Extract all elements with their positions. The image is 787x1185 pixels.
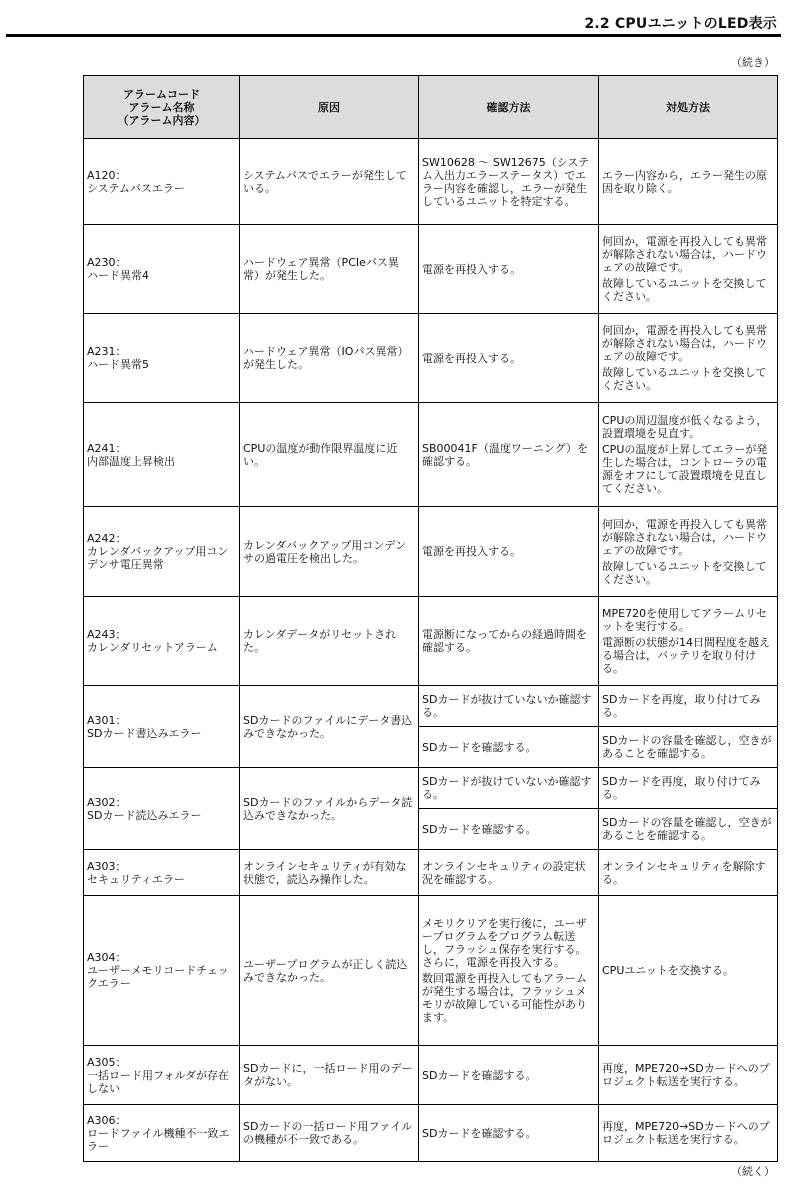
alarm-code-cell (84, 507, 240, 597)
alarm-code-cell (84, 1046, 240, 1105)
action-text: 再度，MPE720→SDカードへのプロジェクト転送を実行する。 (602, 1062, 770, 1088)
continued-note-bottom: （続く） (731, 1165, 775, 1178)
header-action: 対処方法 (599, 76, 778, 139)
alarm-name: ハード異常4 (87, 269, 149, 282)
table-row (84, 403, 778, 507)
action-text: CPUユニットを交換する。 (602, 964, 734, 977)
check-text: オンラインセキュリティの設定状況を確認する。 (422, 859, 586, 886)
table-row (84, 139, 778, 225)
cause-cell: カレンダバックアップ用コンデンサの過電圧を検出した。 (240, 507, 419, 597)
table-row (84, 686, 778, 727)
page-header (0, 0, 787, 38)
action-text: 再度，MPE720→SDカードへのプロジェクト転送を実行する。 (602, 1120, 770, 1146)
check-cell (419, 225, 599, 314)
section-title: 2.2 CPUユニットのLED表示 (584, 16, 777, 32)
alarm-name: カレンダリセットアラーム (87, 641, 218, 654)
alarm-code-cell (84, 225, 240, 314)
alarm-code: A242： (87, 532, 127, 545)
check-cell (419, 507, 599, 597)
cause-cell: SDカードに，一括ロード用のデータがない。 (240, 1046, 419, 1105)
alarm-code-cell (84, 314, 240, 403)
action-cell (599, 314, 778, 403)
table-row (84, 507, 778, 597)
action-text: MPE720を使用してアラームリセットを実行する。 (602, 607, 767, 633)
action-text: 故障しているユニットを交換してください。 (602, 277, 767, 303)
alarm-code: A230： (87, 256, 127, 269)
alarm-name: システムバスエラー (87, 181, 185, 195)
alarm-code: A243： (87, 628, 127, 641)
action-cell: SDカードを再度，取り付けてみる。 (599, 768, 778, 809)
alarm-table (83, 75, 778, 1162)
header-line: アラームコード (123, 87, 200, 101)
action-cell (599, 403, 778, 507)
cause-cell: システムバスでエラーが発生している。 (240, 139, 419, 225)
action-cell (599, 139, 778, 225)
table-header-row (84, 76, 778, 139)
check-cell (419, 1046, 599, 1105)
header-line: アラーム名称 (128, 100, 195, 114)
alarm-code: A120： (87, 168, 127, 182)
action-cell (599, 225, 778, 314)
check-cell: SDカードを確認する。 (419, 727, 599, 768)
alarm-name: カレンダバックアップ用コンデンサ電圧異常 (87, 545, 229, 571)
cause-cell: ユーザープログラムが正しく読込みできなかった。 (240, 896, 419, 1046)
header-check: 確認方法 (419, 76, 599, 139)
table-row (84, 850, 778, 896)
alarm-code: A305： (87, 1055, 127, 1069)
check-text: 数回電源を再投入してもアラームが発生する場合は，フラッシュメモリが故障している可能性があります。 (422, 972, 587, 1024)
check-cell (419, 139, 599, 225)
cause-cell: SDカードのファイルからデータ読込みできなかった。 (240, 768, 419, 850)
action-text: CPUの周辺温度が低くなるよう，設置環境を見直す。 (602, 414, 768, 440)
header-alarm-code (84, 76, 240, 139)
action-cell (599, 1046, 778, 1105)
alarm-code-cell (84, 403, 240, 507)
check-text: SW10628 ～ SW12675（システム入出力エラーステータス）でエラー内容を確認し，エラーが発生しているユニットを特定する。 (422, 155, 590, 208)
cause-cell: ハードウェア異常（IOバス異常）が発生した。 (240, 314, 419, 403)
check-cell (419, 403, 599, 507)
alarm-name: ロードファイル機種不一致エラー (87, 1126, 230, 1153)
alarm-code-cell (84, 850, 240, 896)
table-row (84, 896, 778, 1046)
alarm-code-cell (84, 597, 240, 686)
action-text: 何回か，電源を再投入しても異常が解除されない場合は，ハードウェアの故障です。 (602, 235, 767, 274)
alarm-code: A304： (87, 951, 127, 964)
action-text: エラー内容から，エラー発生の原因を取り除く。 (602, 168, 767, 195)
alarm-name: セキュリティエラー (87, 872, 185, 886)
check-cell: SDカードが抜けていないか確認する。 (419, 768, 599, 809)
check-cell (419, 597, 599, 686)
action-cell (599, 597, 778, 686)
check-text: 電源を再投入する。 (422, 262, 521, 276)
cause-cell: カレンダデータがリセットされた。 (240, 597, 419, 686)
check-cell (419, 314, 599, 403)
alarm-name: ハード異常5 (87, 358, 149, 371)
check-cell (419, 1105, 599, 1162)
action-cell (599, 896, 778, 1046)
action-text: 何回か，電源を再投入しても異常が解除されない場合は，ハードウェアの故障です。 (602, 517, 767, 557)
check-text: 電源を再投入する。 (422, 545, 521, 558)
check-text: SDカードを確認する。 (422, 1068, 537, 1082)
alarm-code: A303： (87, 859, 127, 873)
alarm-code-cell (84, 896, 240, 1046)
cause-cell: SDカードのファイルにデータ書込みできなかった。 (240, 686, 419, 768)
cause-cell: オンラインセキュリティが有効な状態で，読込み操作した。 (240, 850, 419, 896)
continued-note-top: （続き） (731, 56, 775, 69)
header-rule (6, 34, 781, 37)
action-text: 故障しているユニットを交換してください。 (602, 366, 767, 392)
check-text: 電源を再投入する。 (422, 351, 521, 365)
table-row (84, 1046, 778, 1105)
alarm-code-cell (84, 139, 240, 225)
alarm-name: 一括ロード用フォルダが存在しない (87, 1068, 230, 1095)
cause-cell: ハードウェア異常（PCIeバス異常）が発生した。 (240, 225, 419, 314)
alarm-code: A302： (87, 795, 127, 809)
action-text: 電源断の状態が14日間程度を越える場合は，バッテリを取り付ける。 (602, 636, 770, 675)
check-text: SDカードを確認する。 (422, 1126, 537, 1140)
action-cell (599, 1105, 778, 1162)
cause-cell: CPUの温度が動作限界温度に近い。 (240, 403, 419, 507)
check-cell (419, 896, 599, 1046)
action-text: CPUの温度が上昇してエラーが発生した場合は，コントローラの電源をオフにして設置環境を見直してください。 (602, 443, 768, 495)
check-text: SB00041F（温度ワーニング）を確認する。 (422, 441, 588, 468)
action-text: 何回か，電源を再投入しても異常が解除されない場合は，ハードウェアの故障です。 (602, 324, 767, 363)
table-row (84, 1105, 778, 1162)
alarm-code: A231： (87, 345, 127, 358)
alarm-code: A301： (87, 713, 127, 727)
table-row (84, 314, 778, 403)
action-cell: SDカードの容量を確認し，空きがあることを確認する。 (599, 727, 778, 768)
action-cell (599, 507, 778, 597)
cause-cell: SDカードの一括ロード用ファイルの機種が不一致である。 (240, 1105, 419, 1162)
action-cell (599, 850, 778, 896)
check-cell: SDカードを確認する。 (419, 809, 599, 850)
alarm-name: 内部温度上昇検出 (87, 454, 175, 468)
alarm-code-cell (84, 768, 240, 850)
alarm-code-cell (84, 686, 240, 768)
table-row (84, 225, 778, 314)
alarm-name: ユーザーメモリコードチェックエラー (87, 964, 229, 990)
header-line: （アラーム内容） (117, 113, 206, 127)
alarm-name: SDカード読込みエラー (87, 808, 202, 822)
header-cause: 原因 (240, 76, 419, 139)
alarm-code-cell (84, 1105, 240, 1162)
alarm-code: A241： (87, 441, 127, 455)
action-text: 故障しているユニットを交換してください。 (602, 559, 767, 586)
table-row (84, 597, 778, 686)
check-cell: SDカードが抜けていないか確認する。 (419, 686, 599, 727)
action-cell: SDカードを再度，取り付けてみる。 (599, 686, 778, 727)
alarm-name: SDカード書込みエラー (87, 726, 202, 740)
action-cell: SDカードの容量を確認し，空きがあることを確認する。 (599, 809, 778, 850)
table-row (84, 768, 778, 809)
alarm-code: A306： (87, 1113, 127, 1127)
check-text: メモリクリアを実行後に，ユーザープログラムをプログラム転送し，フラッシュ保存を実行する。さらに，電源を再投入する。 (422, 917, 587, 969)
action-text: オンラインセキュリティを解除する。 (602, 859, 766, 886)
check-text: 電源断になってからの経過時間を確認する。 (422, 628, 587, 654)
check-cell (419, 850, 599, 896)
